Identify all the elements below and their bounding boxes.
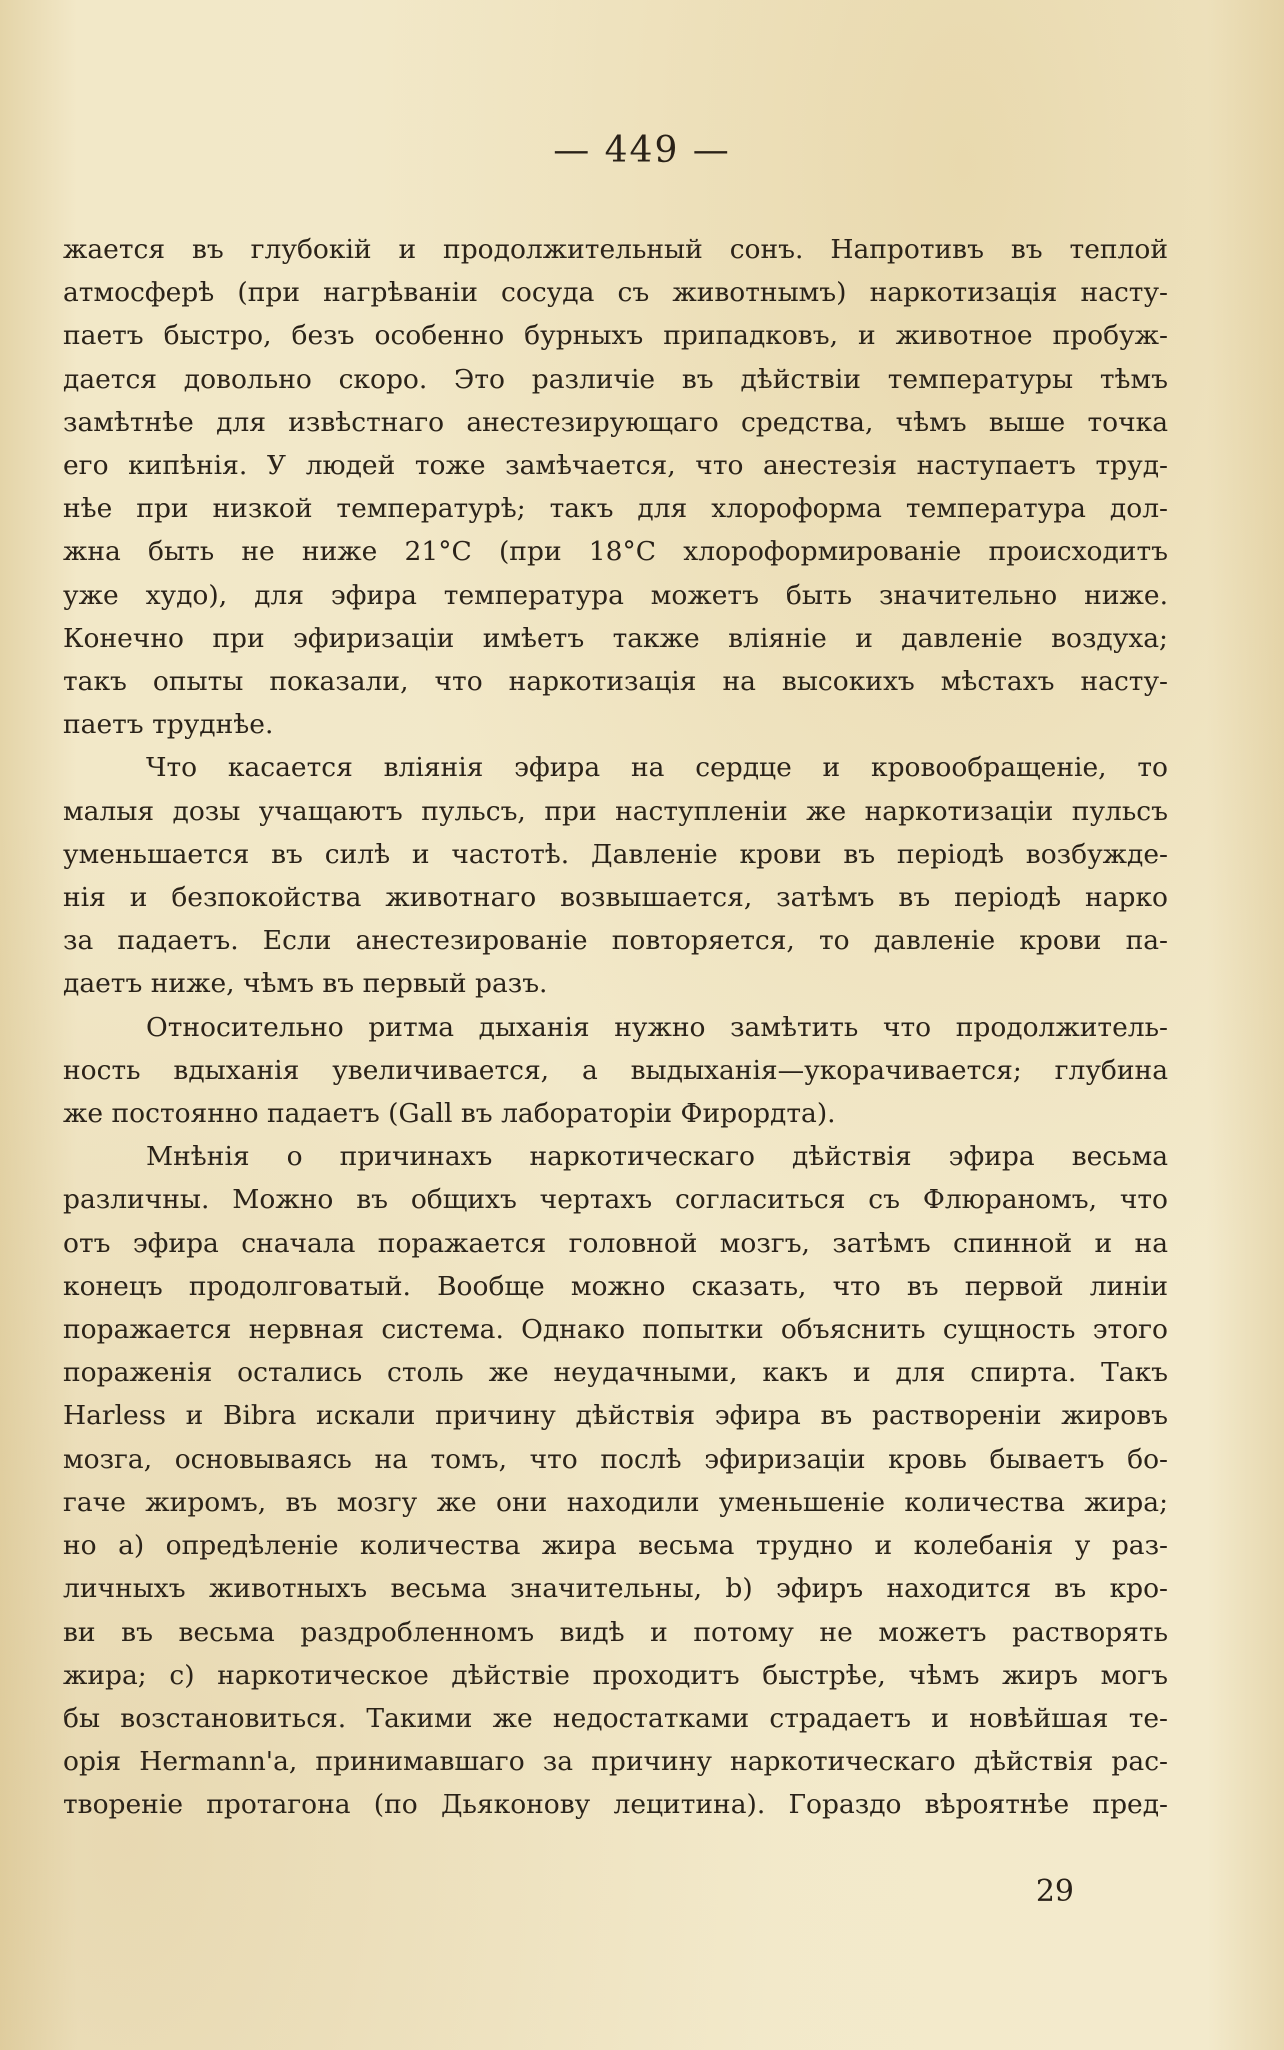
text-line: Относительно ритма дыханія нужно замѣтить что продолжитель- bbox=[146, 1011, 1168, 1043]
text-line: за падаетъ. Если анестезированіе повторяется, то давленіе крови па- bbox=[63, 925, 1168, 957]
text-line: уже худо), для эфира температура можетъ быть значительно ниже. bbox=[63, 579, 1168, 611]
text-line: Что касается вліянія эфира на сердце и кровообращеніе, то bbox=[146, 752, 1168, 784]
text-line: личныхъ животныхъ весьма значительны, b) эфиръ находится въ кро- bbox=[63, 1573, 1168, 1605]
text-line: различны. Можно въ общихъ чертахъ согласиться съ Флюраномъ, что bbox=[63, 1184, 1168, 1216]
page-number: — 449 — bbox=[553, 130, 731, 171]
text-line: твореніе протагона (по Дьяконову лецитина). Гораздо вѣроятнѣе пред- bbox=[63, 1789, 1168, 1821]
text-line: пораженія остались столь же неудачными, какъ и для спирта. Такъ bbox=[63, 1357, 1168, 1389]
text-line: малыя дозы учащаютъ пульсъ, при наступленіи же наркотизаціи пульсъ bbox=[63, 795, 1168, 827]
text-line: орія Hermann'а, принимавшаго за причину наркотическаго дѣйствія рас- bbox=[63, 1746, 1168, 1778]
text-line: даетъ ниже, чѣмъ въ первый разъ. bbox=[63, 968, 548, 1000]
text-line: гаче жиромъ, въ мозгу же они находили уменьшеніе количества жира; bbox=[63, 1486, 1168, 1518]
text-line: бы возстановиться. Такими же недостатками страдаетъ и новѣйшая те- bbox=[63, 1702, 1168, 1734]
text-line: паетъ быстро, безъ особенно бурныхъ припадковъ, и животное пробуж- bbox=[63, 320, 1168, 352]
text-line: нѣе при низкой температурѣ; такъ для хлороформа температура дол- bbox=[63, 493, 1168, 525]
text-line: жается въ глубокій и продолжительный сонъ. Напротивъ въ теплой bbox=[63, 234, 1168, 265]
text-line: дается довольно скоро. Это различіе въ дѣйствіи температуры тѣмъ bbox=[63, 363, 1168, 395]
text-line: такъ опыты показали, что наркотизація на высокихъ мѣстахъ насту- bbox=[63, 666, 1168, 698]
text-line: ви въ весьма раздробленномъ видѣ и потому не можетъ растворять bbox=[63, 1616, 1168, 1648]
text-line: жира; c) наркотическое дѣйствіе проходитъ быстрѣе, чѣмъ жиръ могъ bbox=[63, 1659, 1168, 1691]
text-line: конецъ продолговатый. Вообще можно сказать, что въ первой линіи bbox=[63, 1270, 1168, 1302]
body-text bbox=[63, 228, 1168, 1827]
text-line: ность вдыханія увеличивается, а выдыханія—укорачивается; глубина bbox=[63, 1054, 1168, 1086]
text-line: Harless и Bibra искали причину дѣйствія эфира въ раствореніи жировъ bbox=[63, 1400, 1168, 1432]
text-line: паетъ труднѣе. bbox=[63, 709, 274, 741]
text-line: поражается нервная система. Однако попытки объяснить сущность этого bbox=[63, 1314, 1168, 1346]
text-line: же постоянно падаетъ (Gall въ лабораторіи Фирордта). bbox=[63, 1098, 836, 1130]
text-line: отъ эфира сначала поражается головной мозгъ, затѣмъ спинной и на bbox=[63, 1227, 1168, 1259]
text-line: атмосферѣ (при нагрѣваніи сосуда съ животнымъ) наркотизація насту- bbox=[63, 277, 1168, 309]
signature-mark: 29 bbox=[1035, 1874, 1074, 1909]
text-line: Конечно при эфиризаціи имѣетъ также вліяніе и давленіе воздуха; bbox=[63, 622, 1168, 654]
text-line: его кипѣнія. У людей тоже замѣчается, что анестезія наступаетъ труд- bbox=[63, 450, 1168, 482]
text-line: замѣтнѣе для извѣстнаго анестезирующаго средства, чѣмъ выше точка bbox=[63, 406, 1168, 438]
text-line: но a) опредѣленіе количества жира весьма трудно и колебанія у раз- bbox=[63, 1530, 1168, 1562]
text-line: Мнѣнія о причинахъ наркотическаго дѣйствія эфира весьма bbox=[146, 1141, 1168, 1173]
text-line: уменьшается въ силѣ и частотѣ. Давленіе крови въ періодѣ возбужде- bbox=[63, 838, 1168, 870]
text-line: нія и безпокойства животнаго возвышается, затѣмъ въ періодѣ нарко bbox=[63, 882, 1168, 914]
text-line: жна быть не ниже 21°C (при 18°C хлороформированіе происходитъ bbox=[63, 536, 1168, 568]
text-line: мозга, основываясь на томъ, что послѣ эфиризаціи кровь бываетъ бо- bbox=[63, 1443, 1168, 1475]
